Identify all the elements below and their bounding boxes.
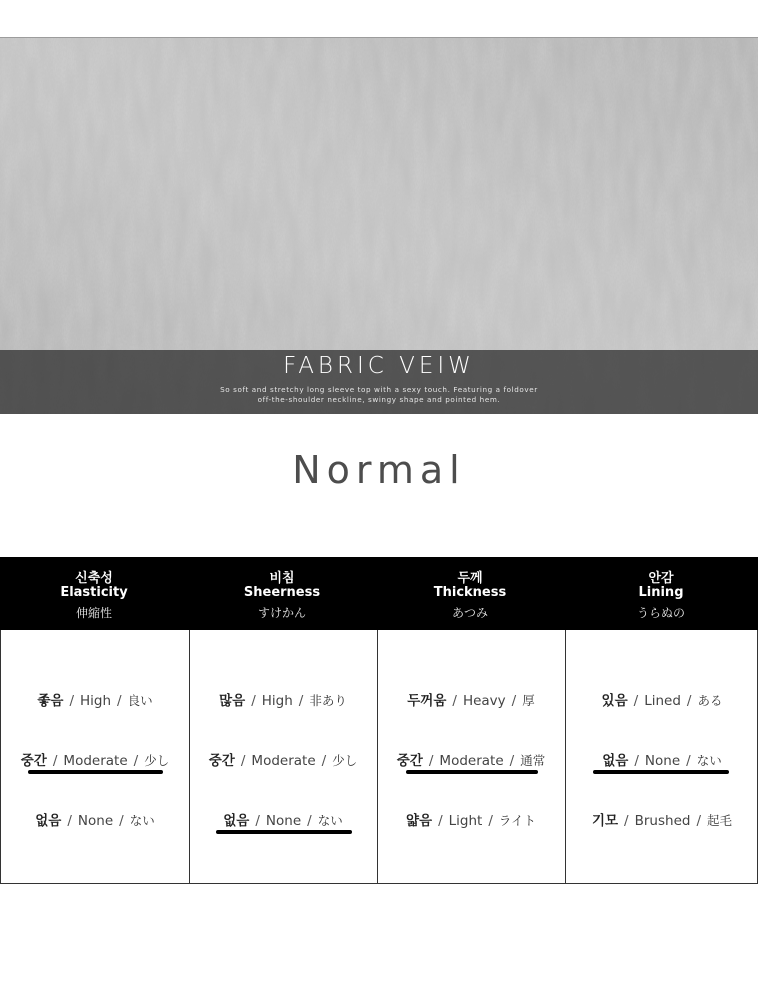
option-row-selected [565,749,758,769]
selected-underline [216,830,352,834]
option-separator: / [321,753,327,769]
option-ja: 良い [127,693,153,708]
option-row-selected [377,749,565,769]
header-elasticity [0,557,188,630]
spec-table-header [0,557,758,630]
option-ko: 중간 [208,753,235,769]
option-separator: / [52,753,58,769]
header-sheerness [188,557,376,630]
option-en: Moderate [251,753,316,769]
header-label-ko: 신축성 [75,571,113,586]
option-separator: / [511,693,517,709]
option-ko: 중간 [20,753,47,769]
fabric-type-heading: Normal [292,448,466,492]
option-ja: 起毛 [707,813,733,828]
option-en: Lined [644,693,681,709]
option-ja: ライト [498,813,537,828]
option-ko: 중간 [396,753,423,769]
option-en: High [261,693,293,709]
selected-underline [406,770,538,774]
option-ja: 少し [144,753,170,768]
option-en: None [265,813,302,829]
lining-column [565,630,758,884]
option-ja: 非あり [309,693,347,708]
option-ko: 좋음 [37,693,64,709]
fabric-description-line-2: off-the-shoulder neckline, swingy shape and pointed hem. [257,395,501,404]
option-en: None [77,813,114,829]
selected-underline [28,770,163,774]
option-separator: / [488,813,493,829]
option-ja: ない [129,813,155,828]
option-separator: / [624,813,629,829]
option-ko: 많음 [219,693,246,709]
header-label-ko: 비침 [269,571,295,586]
option-ko: 없음 [35,813,62,829]
option-row-selected [189,809,377,829]
option-ja: 少し [332,753,358,768]
option-row [377,689,565,709]
fabric-spec-table [0,557,758,884]
option-separator: / [452,693,457,709]
header-label-ja: うらぬの [636,606,685,620]
option-en: Moderate [63,753,128,769]
option-separator: / [633,693,639,709]
option-ja: ない [696,753,722,768]
option-row [565,809,758,829]
option-separator: / [438,813,443,829]
option-row [189,749,377,769]
option-ko: 없음 [223,813,250,829]
option-separator: / [298,693,304,709]
option-en: Heavy [462,693,506,709]
header-label-ja: 伸縮性 [75,606,112,620]
header-label-en: Thickness [433,585,507,600]
option-separator: / [307,813,312,829]
option-separator: / [67,813,72,829]
option-separator: / [428,753,434,769]
selected-underline [593,770,729,774]
option-row [377,809,565,829]
option-separator: / [133,753,139,769]
thickness-column [377,630,565,884]
option-ko: 없음 [602,753,629,769]
option-ko: 기모 [591,813,619,829]
option-row-selected [1,749,189,769]
option-ja: 通常 [520,753,546,768]
option-separator: / [117,693,122,709]
header-label-ko: 두께 [457,571,483,586]
spec-table-body [0,630,758,884]
option-ja: 厚 [522,693,535,708]
option-ko: 있음 [601,693,628,709]
option-row [189,689,377,709]
header-thickness [376,557,564,630]
header-label-en: Elasticity [60,585,128,600]
fabric-description-line-1: So soft and stretchy long sleeve top with a sexy touch. Featuring a foldover [220,385,538,394]
option-en: Brushed [634,813,691,829]
fabric-photo [0,37,758,414]
fabric-view-title: FABRIC VEIW [283,353,475,379]
option-separator: / [686,693,692,709]
option-separator: / [69,693,75,709]
sheerness-column [189,630,377,884]
option-separator: / [634,753,639,769]
option-ko: 얇음 [405,813,433,829]
option-row [565,689,758,709]
option-separator: / [255,813,260,829]
header-lining [564,557,758,630]
option-en: Light [448,813,483,829]
option-separator: / [119,813,124,829]
option-ko: 두꺼움 [407,693,447,709]
option-separator: / [251,693,256,709]
header-label-ja: あつみ [451,606,488,620]
option-en: High [80,693,112,709]
option-separator: / [240,753,246,769]
option-en: Moderate [439,753,504,769]
option-ja: ない [317,813,343,828]
fabric-view-description [0,385,758,405]
option-separator: / [509,753,515,769]
option-en: None [644,753,681,769]
option-ja: ある [697,693,723,708]
header-label-en: Sheerness [243,585,321,600]
option-row [1,689,189,709]
elasticity-column [1,630,189,884]
option-separator: / [686,753,691,769]
option-separator: / [696,813,702,829]
header-label-en: Lining [638,585,684,600]
header-label-ko: 안감 [648,571,674,586]
header-label-ja: すけかん [257,606,306,620]
option-row [1,809,189,829]
